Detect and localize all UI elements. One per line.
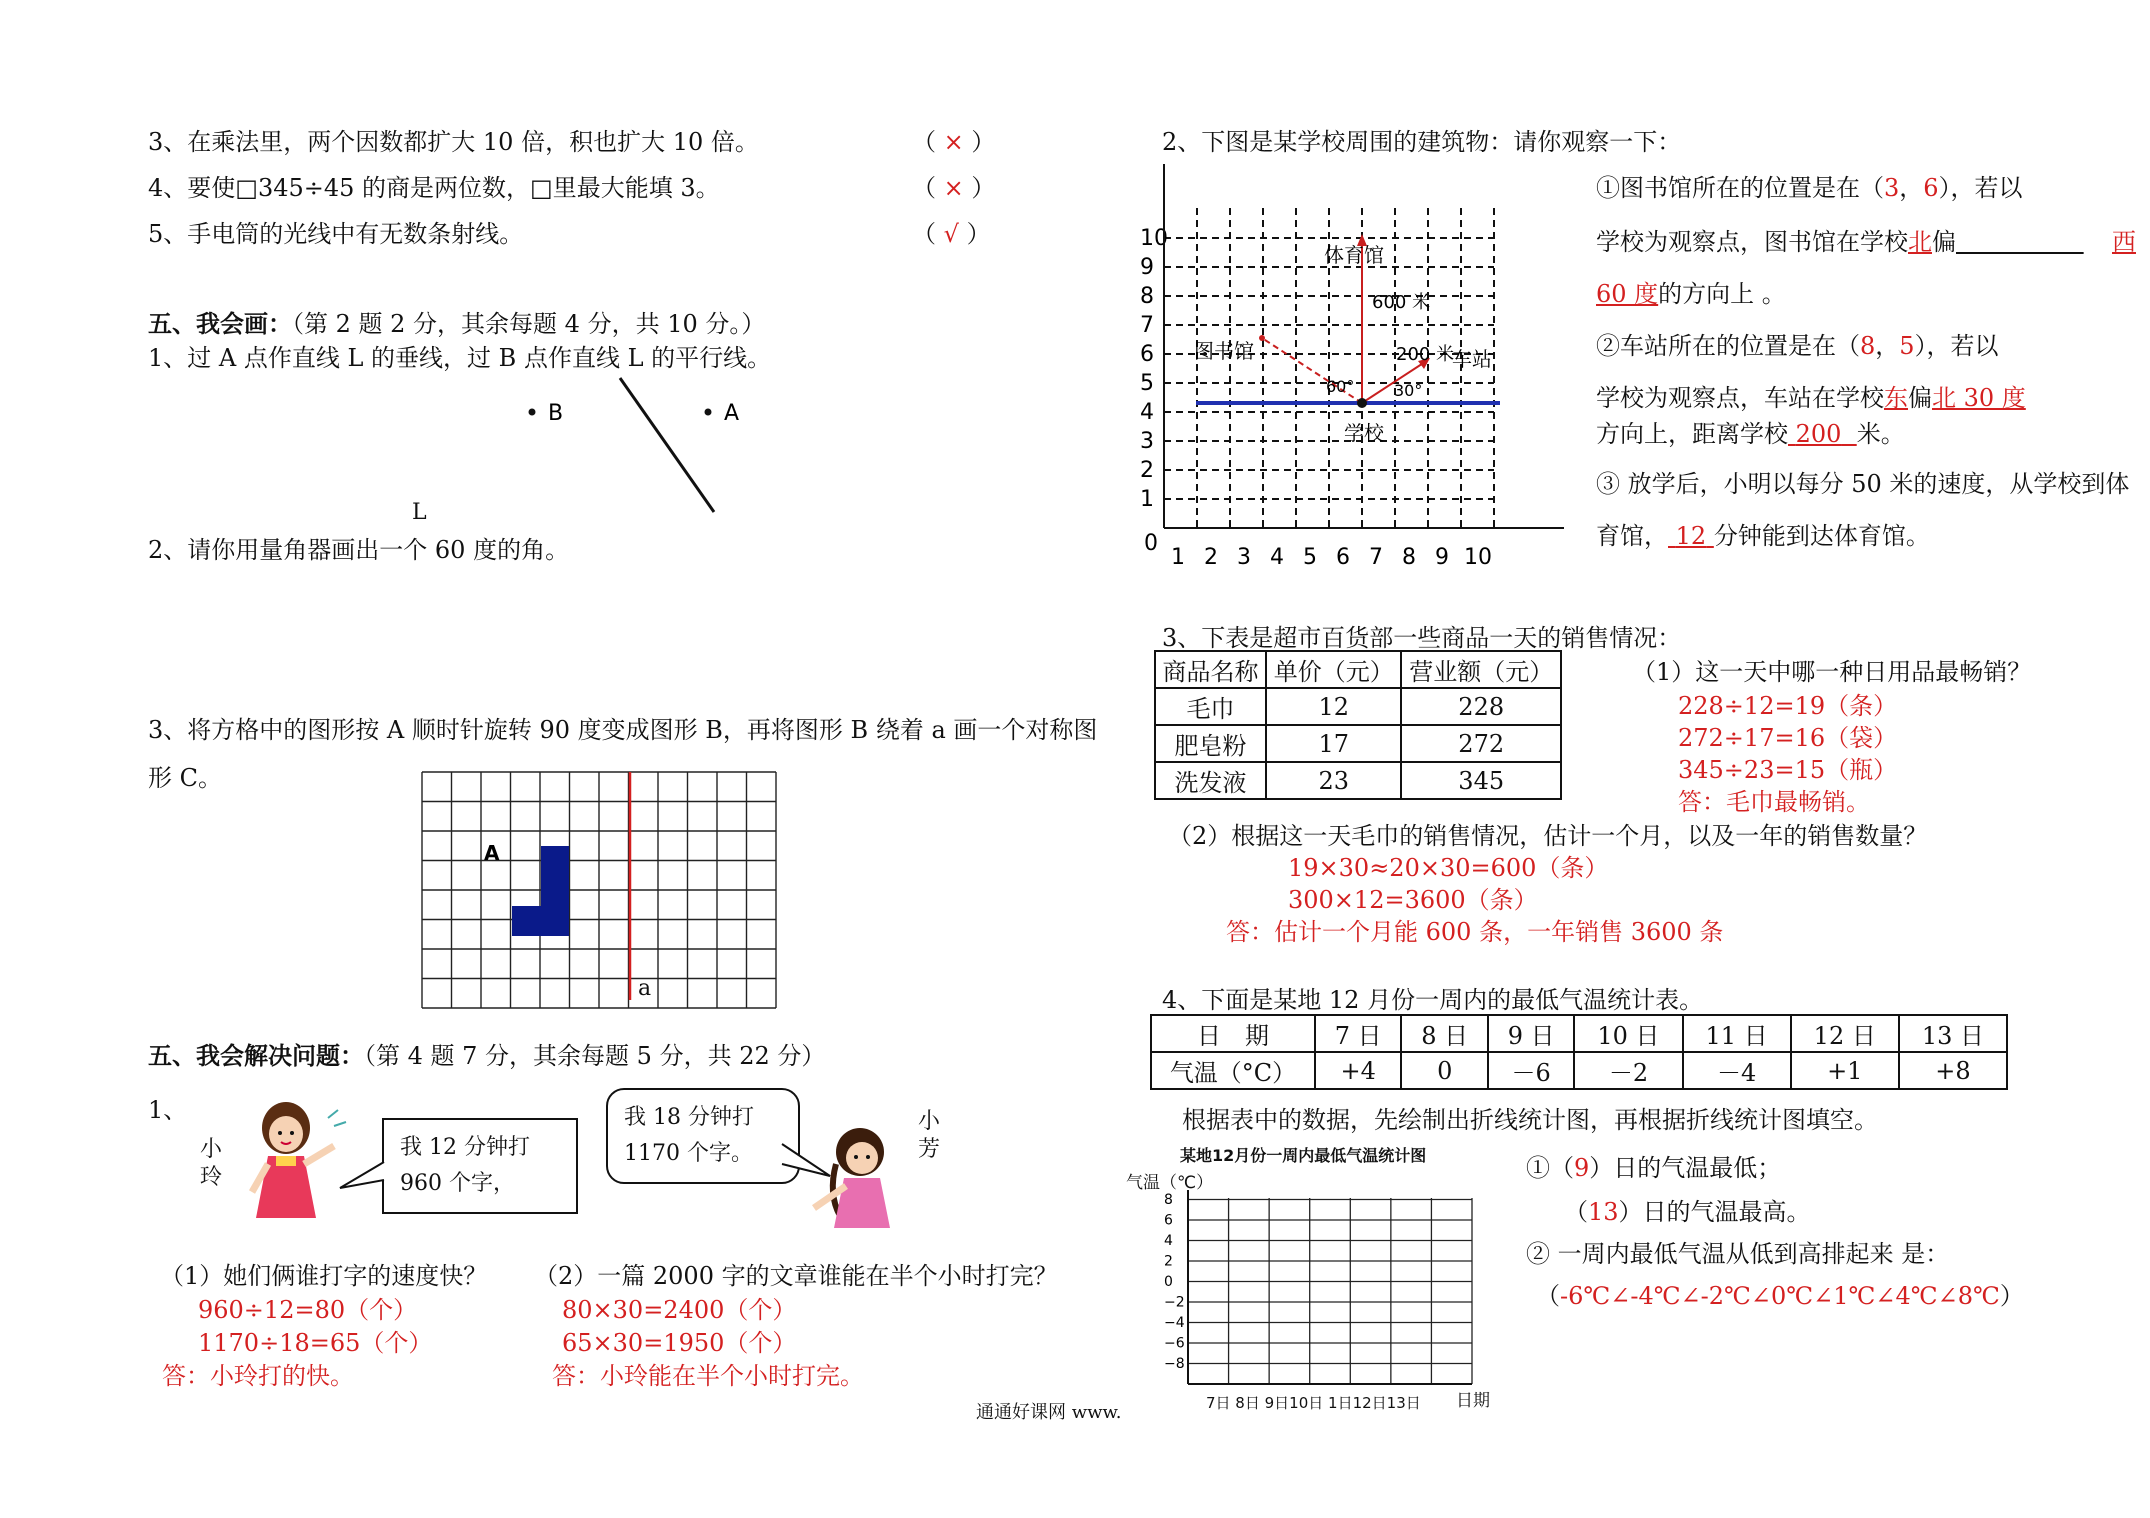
speech-bubble-xiaofang: 我 18 分钟打 1170 个字。 — [606, 1088, 800, 1184]
q2-part3-line1: ③ 放学后，小明以每分 50 米的速度，从学校到体 — [1596, 470, 2130, 498]
sales-cell: 17 — [1266, 725, 1401, 762]
speech-bubble-xiaoling-tail — [338, 1158, 386, 1198]
sales-cell: 272 — [1401, 725, 1561, 762]
sales-header-cell: 单价（元） — [1266, 651, 1401, 688]
temperature-chart-y-tick: 0 — [1164, 1274, 1173, 1290]
temperature-table — [1150, 1014, 2008, 1090]
girl-xiaoling-illustration — [238, 1098, 348, 1230]
temperature-chart-xlabel: 日期 — [1456, 1391, 1490, 1411]
draw-question-1: 1、过 A 点作直线 L 的垂线，过 B 点作直线 L 的平行线。 — [148, 344, 772, 372]
map-x-tick: 2 — [1204, 545, 1218, 570]
sales-cell: 肥皂粉 — [1155, 725, 1266, 762]
q2-part1-line3: 60 度的方向上 。 — [1596, 280, 1786, 308]
map-x-tick: 9 — [1435, 545, 1449, 570]
draw-question-2: 2、请你用量角器画出一个 60 度的角。 — [148, 536, 570, 564]
judge-item-3: 3、在乘法里，两个因数都扩大 10 倍，积也扩大 10 倍。 — [148, 128, 759, 156]
temperature-chart-grid — [1160, 1188, 1500, 1408]
sub-answer-1-line1: 960÷12=80（个） — [198, 1296, 418, 1324]
temperature-chart-y-tick: −2 — [1164, 1294, 1185, 1311]
map-x-tick: 5 — [1303, 545, 1317, 570]
map-y-tick: 0 — [1144, 531, 1158, 556]
temperature-chart-title: 某地12月份一周内最低气温统计图 — [1180, 1146, 1427, 1165]
q3-sub2: （2）根据这一天毛巾的销售情况，估计一个月，以及一年的销售数量？ — [1168, 822, 1928, 850]
temperature-header-cell: 12 日 — [1791, 1015, 1899, 1052]
temperature-cell: －4 — [1683, 1052, 1791, 1089]
q3-title: 3、下表是超市百货部一些商品一天的销售情况： — [1162, 624, 1682, 652]
q2-title: 2、下图是某学校周围的建筑物：请你观察一下： — [1162, 128, 1682, 156]
temperature-cell: +1 — [1791, 1052, 1899, 1089]
sub-answer-1-line3: 答：小玲打的快。 — [162, 1362, 354, 1390]
map-x-tick: 1 — [1171, 545, 1185, 570]
temperature-chart-xticks: 7日 8日 9日10日 1日12日13日 — [1206, 1394, 1421, 1412]
judge-mark-4: （ × ） — [912, 174, 996, 202]
map-y-tick: 4 — [1140, 400, 1154, 425]
map-x-tick: 6 — [1336, 545, 1350, 570]
table-row — [1155, 762, 1561, 799]
library-label: 图书馆 — [1194, 339, 1254, 363]
temperature-header-cell: 日 期 — [1151, 1015, 1315, 1052]
temperature-header-cell: 8 日 — [1401, 1015, 1487, 1052]
q2-part2-line2: 学校为观察点，车站在学校东偏北 30 度 — [1596, 384, 2026, 412]
girl-xiaofang-name: 小芳 — [918, 1109, 941, 1162]
map-x-tick: 8 — [1402, 545, 1416, 570]
sub-answer-2-line1: 80×30=2400（个） — [562, 1296, 797, 1324]
sub-answer-2-line3: 答：小玲能在半个小时打完。 — [552, 1362, 864, 1390]
table-row — [1155, 725, 1561, 762]
grid-point-a: A — [484, 841, 500, 865]
q2-part1-ans-west: 西 — [2112, 228, 2136, 256]
map-x-ticks — [1171, 545, 1492, 570]
q3-sub2-ans3: 答：估计一个月能 600 条，一年销售 3600 条 — [1226, 918, 1724, 946]
sales-header-cell: 营业额（元） — [1401, 651, 1561, 688]
line-l-label: L — [412, 500, 427, 525]
solve-question-1: 1、 — [148, 1096, 188, 1124]
sales-cell: 洗发液 — [1155, 762, 1266, 799]
gym-label: 体育馆 — [1324, 243, 1384, 267]
school-map — [1118, 158, 1578, 578]
temperature-chart-ylabel: 气温（℃） — [1126, 1173, 1214, 1193]
temperature-cell: +8 — [1899, 1052, 2007, 1089]
map-y-tick: 3 — [1140, 429, 1154, 454]
q3-sub2-ans2: 300×12=3600（条） — [1288, 886, 1538, 914]
footer-watermark: 通通好课网 www. — [976, 1402, 1122, 1423]
judge-item-4: 4、要使□345÷45 的商是两位数，□里最大能填 3。 — [148, 174, 720, 202]
q4-instruction: 根据表中的数据，先绘制出折线统计图，再根据折线统计图填空。 — [1182, 1106, 1878, 1134]
q2-part3-line2: 育馆， 12 分钟能到达体育馆。 — [1596, 522, 1930, 550]
q2-part1-line1: ①图书馆所在的位置是在（3，6），若以 — [1596, 174, 2023, 202]
q2-part2-line1: ②车站所在的位置是在（8，5），若以 — [1596, 332, 1999, 360]
grid-lines — [422, 772, 776, 1008]
temperature-header-cell: 11 日 — [1683, 1015, 1791, 1052]
table-row — [1151, 1052, 2007, 1089]
q3-sub1: （1）这一天中哪一种日用品最畅销？ — [1632, 658, 2032, 686]
axis-a-label: a — [638, 976, 652, 1001]
map-y-tick: 9 — [1140, 255, 1154, 280]
temperature-cell: －2 — [1574, 1052, 1682, 1089]
station-label: 车站 — [1452, 347, 1492, 371]
angle-60-label: 60° — [1326, 377, 1355, 396]
sales-header-row — [1155, 651, 1561, 688]
sub-answer-2-line2: 65×30=1950（个） — [562, 1329, 797, 1357]
temperature-header-row — [1151, 1015, 2007, 1052]
q3-sub1-ans2: 272÷17=16（袋） — [1678, 724, 1898, 752]
map-y-tick: 5 — [1140, 371, 1154, 396]
temperature-cell: +4 — [1315, 1052, 1401, 1089]
q3-sub1-ans3: 345÷23=15（瓶） — [1678, 756, 1898, 784]
rotation-grid — [420, 770, 800, 1010]
map-y-tick: 10 — [1140, 226, 1168, 251]
temperature-chart-y-ticks — [1164, 1192, 1185, 1372]
q2-part2-line3: 方向上，距离学校 200 米。 — [1596, 420, 1905, 448]
girl-xiaofang-illustration — [806, 1124, 906, 1236]
point-a-dot — [705, 409, 712, 416]
school-label: 学校 — [1344, 421, 1384, 445]
sales-cell: 12 — [1266, 688, 1401, 725]
temperature-cell: 0 — [1401, 1052, 1487, 1089]
temperature-header-cell: 10 日 — [1574, 1015, 1682, 1052]
table-row — [1155, 688, 1561, 725]
point-b-label: B — [548, 401, 564, 426]
q4-title: 4、下面是某地 12 月份一周内的最低气温统计表。 — [1162, 986, 1704, 1014]
temperature-chart-y-tick: 6 — [1164, 1212, 1173, 1229]
sales-cell: 345 — [1401, 762, 1561, 799]
solve-section-heading: 五、我会解决问题：（第 4 题 7 分，其余每题 5 分，共 22 分） — [148, 1041, 826, 1070]
map-y-tick: 6 — [1140, 342, 1154, 367]
map-x-tick: 3 — [1237, 545, 1251, 570]
draw-question-3-line2: 形 C。 — [148, 764, 222, 792]
distance-gym-label: 600 米 — [1372, 292, 1431, 313]
draw-question-3-line1: 3、将方格中的图形按 A 顺时针旋转 90 度变成图形 B，再将图形 B 绕着 a 画一个对称图 — [148, 716, 1098, 744]
distance-station-label: 200 米 — [1396, 344, 1455, 365]
map-x-tick: 10 — [1464, 545, 1492, 570]
q4-fill-3-answer: （-6℃∠-4℃∠-2℃∠0℃∠1℃∠4℃∠8℃） — [1536, 1282, 2024, 1310]
temperature-chart-y-tick: −4 — [1164, 1315, 1185, 1331]
temperature-chart-y-tick: 4 — [1164, 1233, 1173, 1249]
q4-fill-2: （13）日的气温最高。 — [1564, 1198, 1811, 1226]
sub-question-1: （1）她们俩谁打字的速度快？ — [160, 1262, 488, 1290]
temperature-header-cell: 13 日 — [1899, 1015, 2007, 1052]
sales-header-cell: 商品名称 — [1155, 651, 1266, 688]
temperature-chart-y-tick: 2 — [1164, 1253, 1173, 1270]
q2-part1-line2: 学校为观察点，图书馆在学校北偏 — [1596, 228, 1956, 256]
map-x-tick: 7 — [1369, 545, 1383, 570]
point-a-label: A — [724, 401, 740, 426]
map-y-tick: 7 — [1140, 313, 1154, 338]
map-y-tick: 8 — [1140, 284, 1154, 309]
temperature-header-cell: 7 日 — [1315, 1015, 1401, 1052]
sub-question-2: （2）一篇 2000 字的文章谁能在半个小时打完？ — [534, 1262, 1058, 1290]
q3-sub1-ans1: 228÷12=19（条） — [1678, 692, 1898, 720]
temperature-chart-y-tick: −6 — [1164, 1335, 1185, 1352]
sales-cell: 毛巾 — [1155, 688, 1266, 725]
map-x-tick: 4 — [1270, 545, 1284, 570]
sales-cell: 228 — [1401, 688, 1561, 725]
draw-section-heading: 五、我会画：（第 2 题 2 分，其余每题 4 分，共 10 分。） — [148, 309, 766, 338]
sub-answer-1-line2: 1170÷18=65（个） — [198, 1329, 433, 1357]
q3-sub1-ans4: 答：毛巾最畅销。 — [1678, 788, 1870, 816]
temperature-cell: 气温（°C） — [1151, 1052, 1315, 1089]
judge-mark-5: （ √ ） — [912, 220, 991, 248]
temperature-chart-y-tick: −8 — [1164, 1356, 1185, 1372]
temperature-chart-gridlines — [1188, 1198, 1472, 1384]
temperature-chart-y-tick: 8 — [1164, 1192, 1173, 1208]
point-b-dot — [529, 409, 536, 416]
girl-xiaoling-name: 小玲 — [200, 1137, 223, 1190]
line-l — [620, 378, 714, 512]
q4-fill-3: ② 一周内最低气温从低到高排起来 是： — [1526, 1240, 1950, 1268]
draw-q1-figure — [500, 370, 760, 530]
map-y-tick: 2 — [1140, 458, 1154, 483]
judge-mark-3: （ × ） — [912, 128, 996, 156]
angle-30-label: 30° — [1394, 381, 1423, 400]
sales-table — [1154, 650, 1562, 800]
judge-item-5: 5、手电筒的光线中有无数条射线。 — [148, 220, 524, 248]
temperature-cell: －6 — [1488, 1052, 1574, 1089]
shape-a-foot — [512, 906, 569, 936]
sales-cell: 23 — [1266, 762, 1401, 799]
temperature-header-cell: 9 日 — [1488, 1015, 1574, 1052]
map-y-tick: 1 — [1140, 487, 1154, 512]
q4-fill-1: ①（9）日的气温最低； — [1526, 1154, 1782, 1182]
speech-bubble-xiaoling: 我 12 分钟打 960 个字， — [382, 1118, 578, 1214]
q3-sub2-ans1: 19×30≈20×30=600（条） — [1288, 854, 1609, 882]
